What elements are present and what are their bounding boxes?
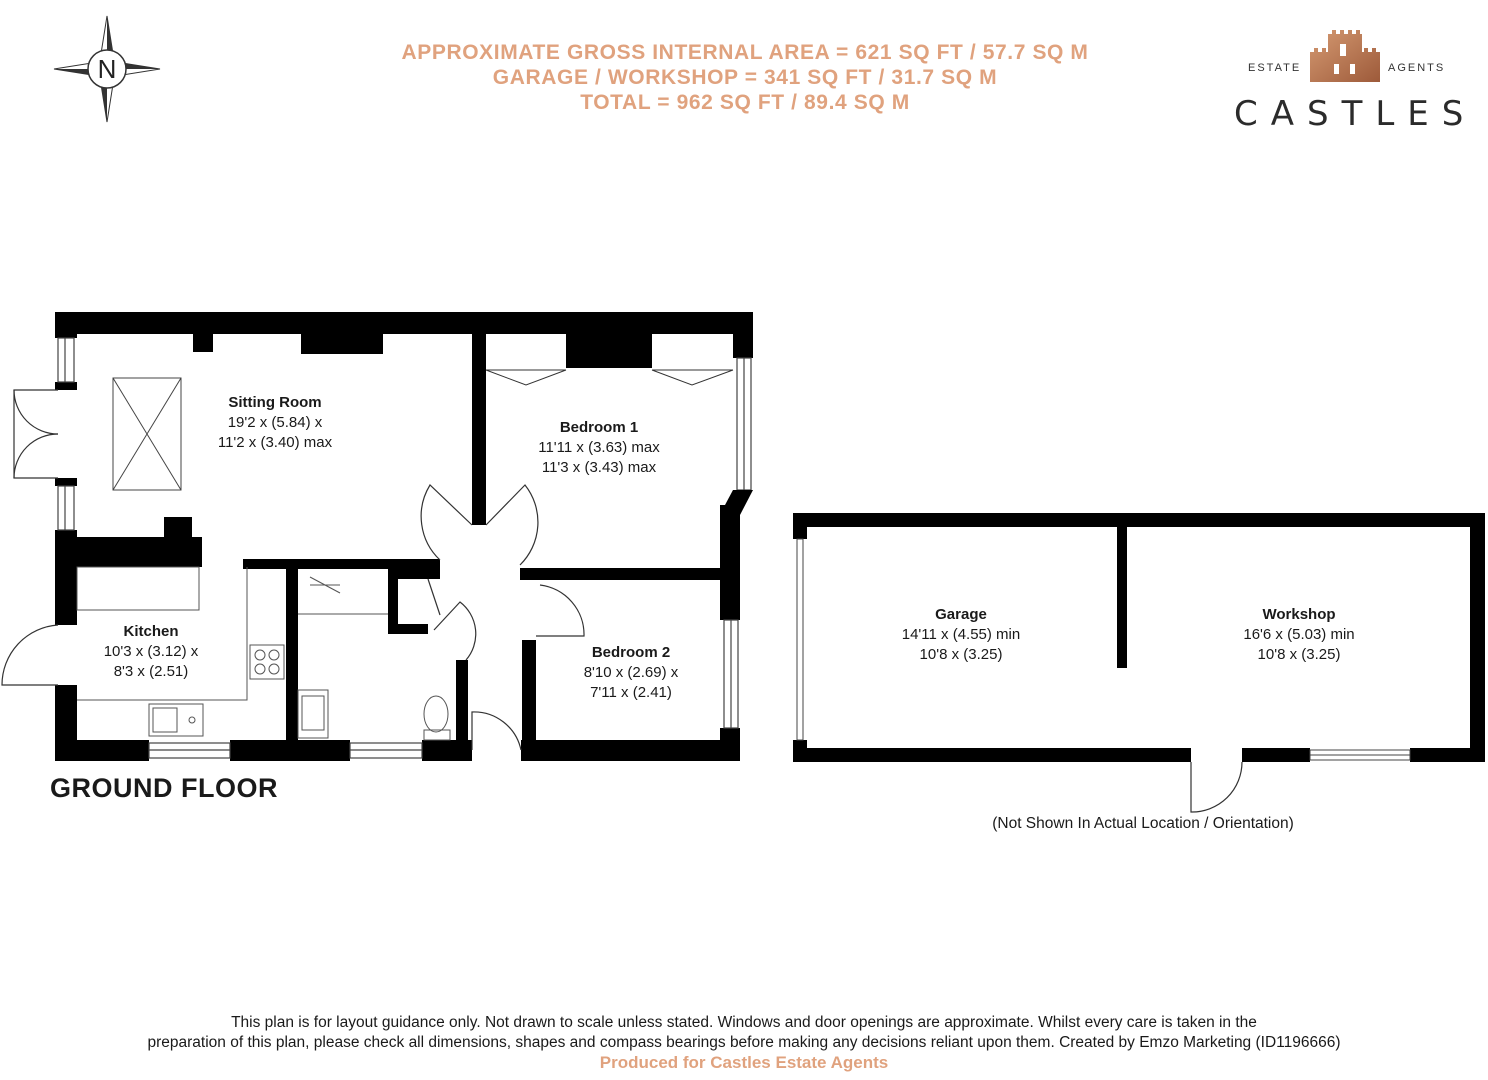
room-dim: 11'3 x (3.43) max bbox=[541, 459, 657, 476]
room-name: Workshop bbox=[1262, 606, 1336, 623]
workshop-door bbox=[1191, 762, 1242, 812]
disclaimer bbox=[60, 1013, 1428, 1053]
compass-letter: N bbox=[97, 54, 117, 84]
produced-for: Produced for Castles Estate Agents bbox=[599, 1053, 889, 1072]
outbuilding-note: (Not Shown In Actual Location / Orientation) bbox=[992, 815, 1294, 832]
room-dim: 14'11 x (4.55) min bbox=[901, 626, 1021, 643]
wardrobes bbox=[486, 370, 733, 385]
room-bedroom1 bbox=[489, 418, 709, 478]
disclaimer-line: This plan is for layout guidance only. Not drawn to scale unless stated. Windows and door openings are approximate. Whilst every care is taken in the bbox=[231, 1014, 1257, 1031]
room-dim: 10'8 x (3.25) bbox=[919, 646, 1003, 663]
garage-area-line: GARAGE / WORKSHOP = 341 SQ FT / 31.7 SQ M bbox=[492, 66, 998, 89]
room-dim: 11'11 x (3.63) max bbox=[538, 439, 660, 456]
total-area-line: TOTAL = 962 SQ FT / 89.4 SQ M bbox=[580, 91, 910, 114]
logo-castles-text: CASTLES bbox=[1234, 94, 1477, 134]
logo-agents-text: AGENTS bbox=[1388, 62, 1446, 74]
room-name: Bedroom 2 bbox=[591, 644, 671, 661]
logo-estate-text: ESTATE bbox=[1248, 62, 1302, 74]
room-name: Bedroom 1 bbox=[559, 419, 639, 436]
room-name: Kitchen bbox=[123, 623, 179, 640]
room-garage bbox=[851, 605, 1071, 665]
room-name: Garage bbox=[935, 606, 987, 623]
room-dim: 16'6 x (5.03) min bbox=[1243, 626, 1355, 643]
room-dim: 7'11 x (2.41) bbox=[590, 684, 672, 701]
room-name: Sitting Room bbox=[228, 394, 322, 411]
room-workshop bbox=[1189, 605, 1409, 665]
room-dim: 10'8 x (3.25) bbox=[1257, 646, 1341, 663]
room-dim: 8'10 x (2.69) x bbox=[583, 664, 679, 681]
room-sitting bbox=[165, 393, 385, 453]
room-dim: 10'3 x (3.12) x bbox=[103, 643, 199, 660]
room-dim: 8'3 x (2.51) bbox=[113, 663, 189, 680]
room-kitchen bbox=[41, 622, 261, 682]
room-dim: 11'2 x (3.40) max bbox=[217, 434, 333, 451]
disclaimer-line: preparation of this plan, please check all dimensions, shapes and compass bearings before making any decisions reliant upon them. Created by Emzo Marketing (ID1196666) bbox=[147, 1034, 1341, 1051]
room-bedroom2 bbox=[521, 643, 741, 703]
gross-area-line: APPROXIMATE GROSS INTERNAL AREA = 621 SQ FT / 57.7 SQ M bbox=[401, 41, 1089, 64]
room-dim: 19'2 x (5.84) x bbox=[227, 414, 323, 431]
floor-label: GROUND FLOOR bbox=[50, 773, 278, 803]
